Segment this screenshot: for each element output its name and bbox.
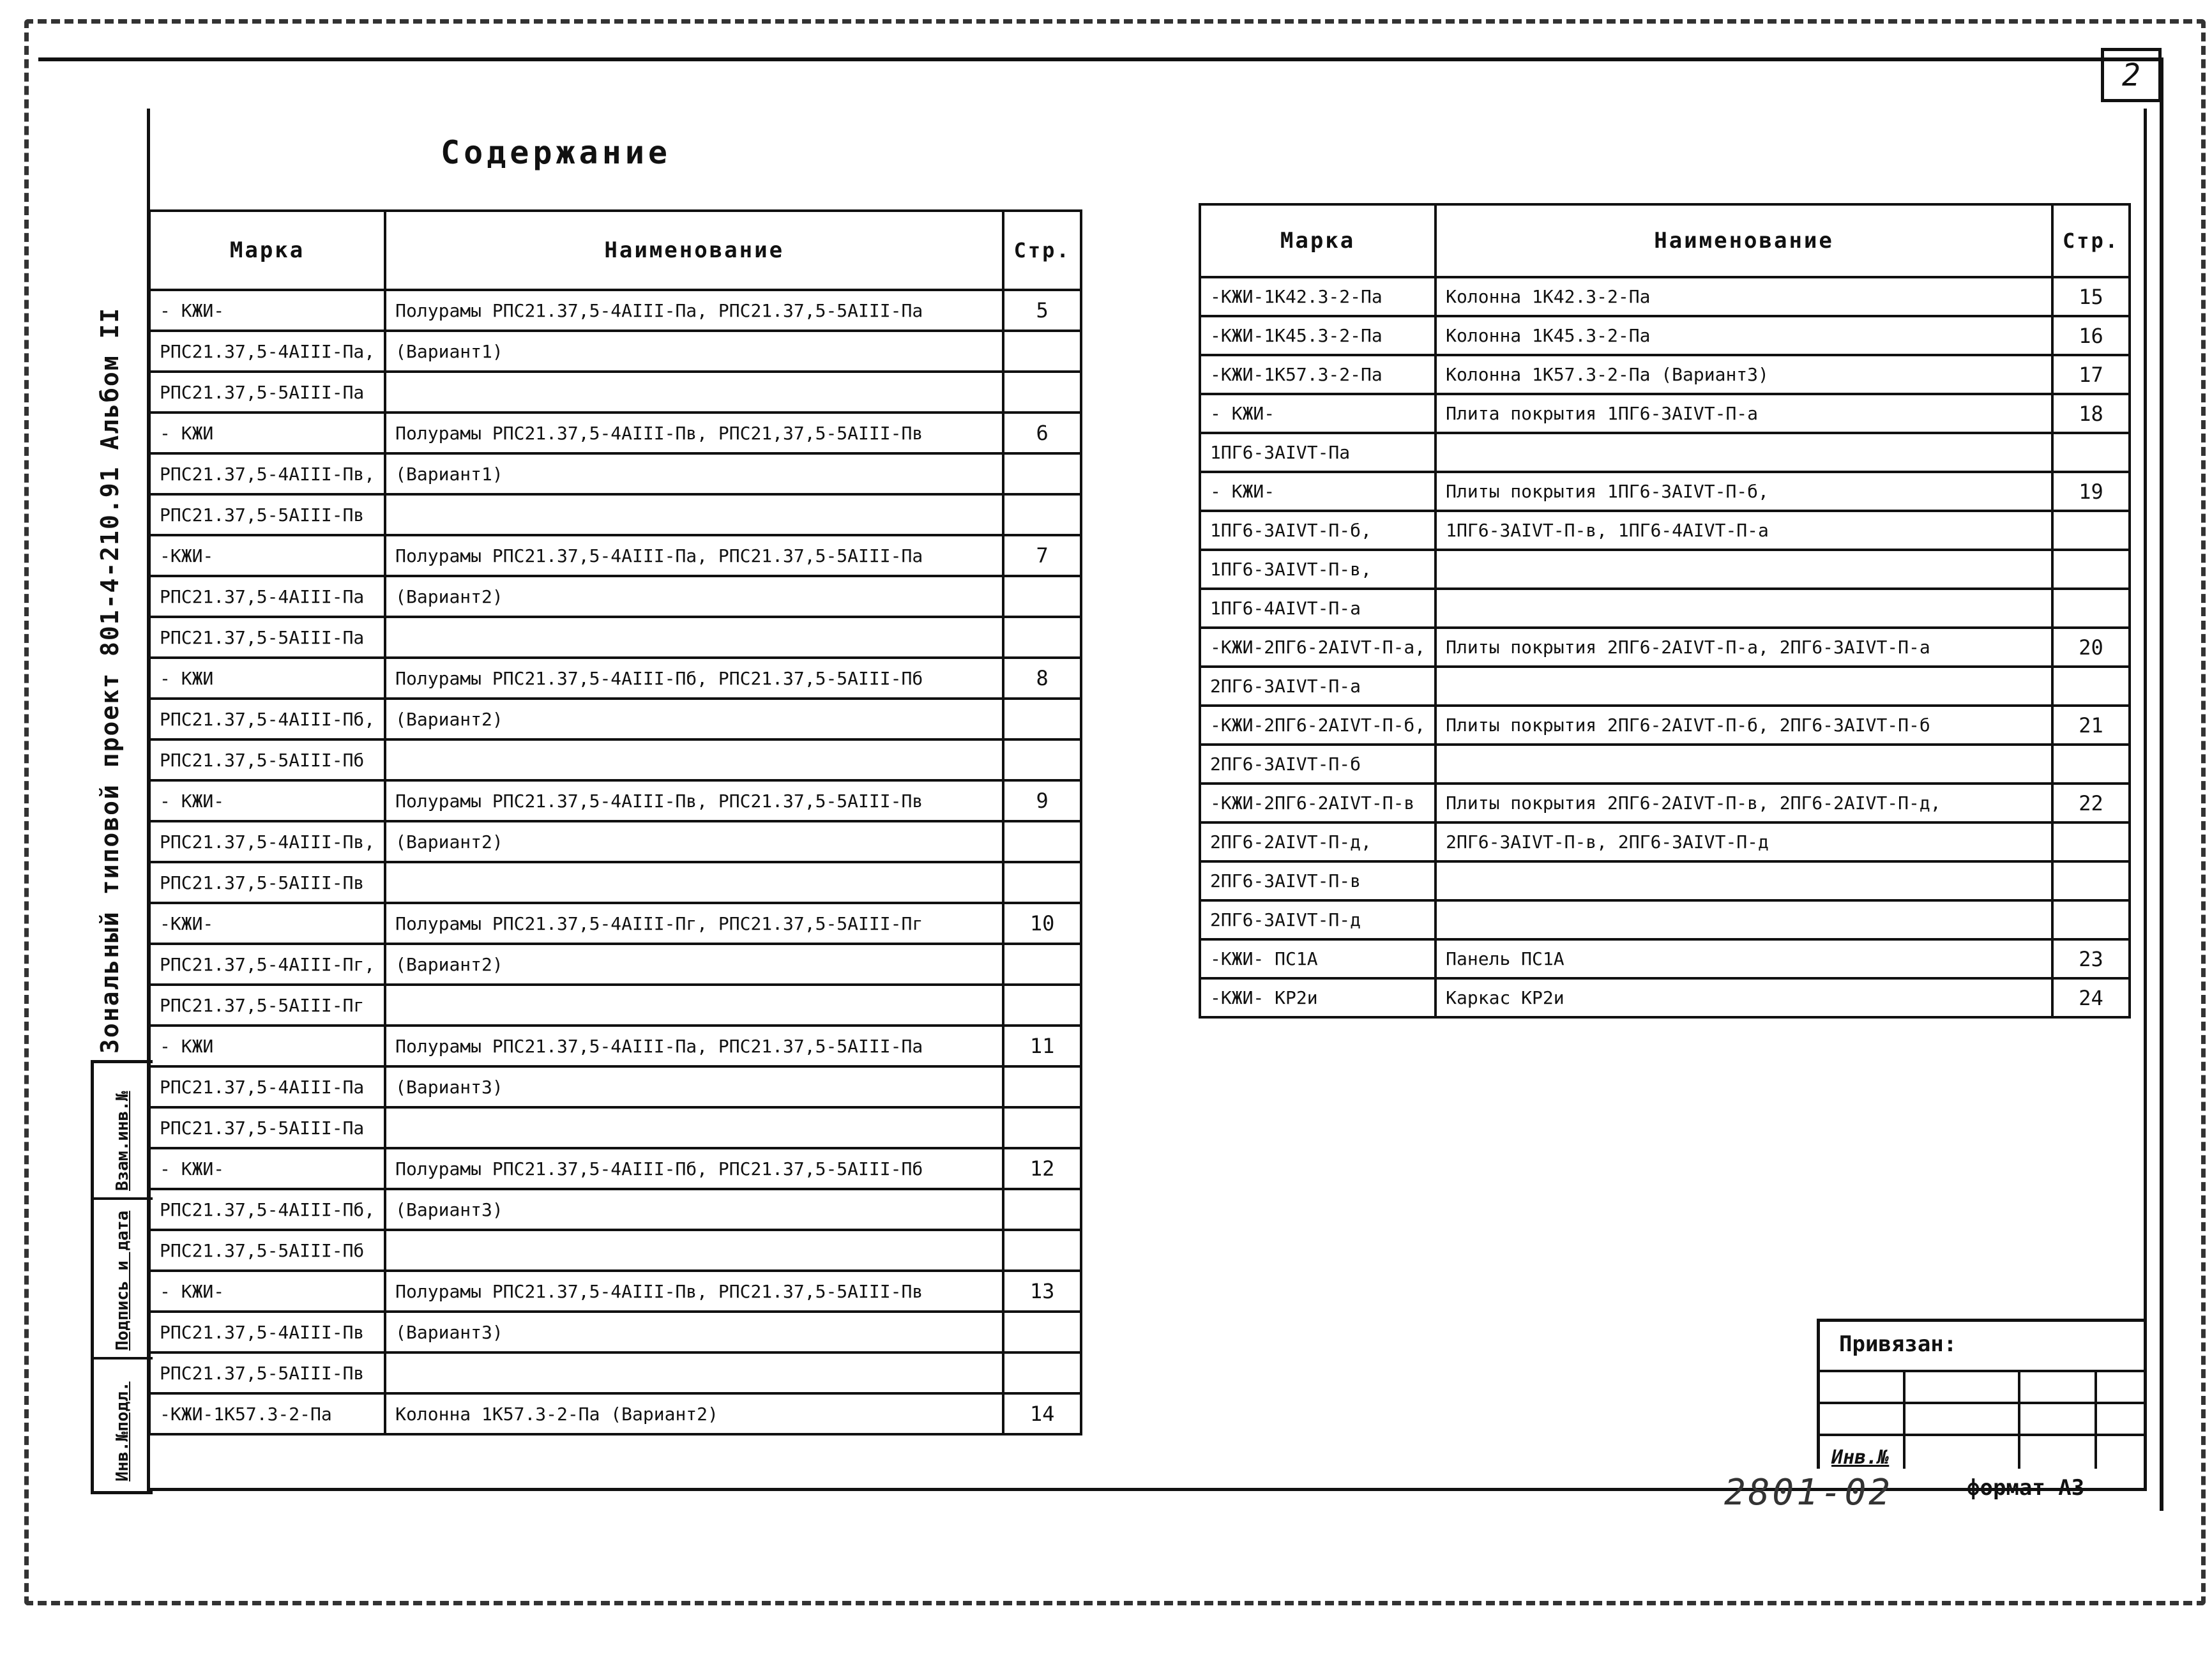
table-row (149, 413, 1081, 453)
cell-mark: - КЖИ (149, 658, 385, 699)
cell-name: Колонна 1К45.3-2-Па (1436, 316, 2052, 355)
cell-page (1003, 699, 1081, 739)
stamp-cell-replaced (94, 1063, 153, 1200)
cell-name: Плиты покрытия 2ПГ6-2АIVТ-П-в, 2ПГ6-2АIVТ-П-д, (1436, 784, 2052, 822)
table-row (149, 985, 1081, 1026)
cell-mark: РПС21.37,5-4АIII-Пв, (149, 821, 385, 862)
cell-name (1436, 745, 2052, 784)
cell-name (1436, 667, 2052, 706)
cell-page: 21 (2052, 706, 2130, 745)
cell-page (1003, 821, 1081, 862)
cell-page (1003, 1189, 1081, 1230)
grid-line (2095, 1370, 2097, 1469)
cell-page (2052, 433, 2130, 472)
header-mark: Марка (149, 211, 385, 290)
cell-name: Полурамы РПС21.37,5-4АIII-Пб, РПС21.37,5-5АIII-Пб (385, 658, 1003, 699)
cell-name: Каркас КР2и (1436, 978, 2052, 1017)
table-row (1200, 784, 2130, 822)
table-row (149, 780, 1081, 821)
cell-name (385, 1352, 1003, 1393)
table-row (1200, 394, 2130, 433)
table-row (149, 1026, 1081, 1066)
contents-table-right-body (1200, 277, 2130, 1017)
cell-name: (Вариант2) (385, 821, 1003, 862)
cell-page: 22 (2052, 784, 2130, 822)
cell-mark: -КЖИ- КР2и (1200, 978, 1436, 1017)
cell-mark: РПС21.37,5-5АIII-Па (149, 617, 385, 658)
cell-mark: РПС21.37,5-5АIII-Пг (149, 985, 385, 1026)
inventory-label: Инв.№ (1831, 1446, 1890, 1469)
cell-mark: РПС21.37,5-4АIII-Пв, (149, 453, 385, 494)
cell-mark: РПС21.37,5-5АIII-Пб (149, 739, 385, 780)
cell-name (1436, 900, 2052, 939)
table-row (149, 699, 1081, 739)
contents-table-right (1199, 203, 2131, 1019)
cell-name: Полурамы РПС21.37,5-4АIII-Па, РПС21.37,5-5АIII-Па (385, 290, 1003, 331)
cell-page (1003, 331, 1081, 372)
cell-mark: - КЖИ- (1200, 394, 1436, 433)
cell-mark: 1ПГ6-4АIVТ-П-а (1200, 589, 1436, 628)
table-row (1200, 745, 2130, 784)
cell-name: Полурамы РПС21.37,5-4АIII-Пб, РПС21.37,5-5АIII-Пб (385, 1148, 1003, 1189)
table-row (149, 1148, 1081, 1189)
table-row (149, 576, 1081, 617)
cell-page (2052, 861, 2130, 900)
cell-mark: РПС21.37,5-4АIII-Пб, (149, 699, 385, 739)
cell-page (2052, 900, 2130, 939)
cell-mark: РПС21.37,5-4АIII-Па, (149, 331, 385, 372)
cell-page: 17 (2052, 355, 2130, 394)
stamp-cell-inventory (94, 1357, 153, 1488)
cell-mark: РПС21.37,5-5АIII-Пв (149, 494, 385, 535)
cell-page (2052, 667, 2130, 706)
cell-mark: - КЖИ- (1200, 472, 1436, 511)
cell-name (385, 494, 1003, 535)
cell-mark: 2ПГ6-2АIVТ-П-д, (1200, 822, 1436, 861)
header-page: Стр. (2052, 204, 2130, 277)
cell-name: (Вариант2) (385, 699, 1003, 739)
cell-name: Полурамы РПС21.37,5-4АIII-Пг, РПС21.37,5-5АIII-Пг (385, 903, 1003, 944)
contents-table-left (148, 209, 1082, 1436)
cell-page (2052, 822, 2130, 861)
table-row (1200, 550, 2130, 589)
cell-page (1003, 494, 1081, 535)
table-row (149, 1312, 1081, 1352)
cell-page (1003, 739, 1081, 780)
cell-mark: -КЖИ-1К57.3-2-Па (149, 1393, 385, 1434)
table-row (1200, 706, 2130, 745)
cell-mark: - КЖИ- (149, 780, 385, 821)
table-row (149, 535, 1081, 576)
cell-page: 10 (1003, 903, 1081, 944)
table-row (1200, 472, 2130, 511)
cell-mark: РПС21.37,5-5АIII-Пв (149, 862, 385, 903)
cell-page (2052, 589, 2130, 628)
cell-page (1003, 576, 1081, 617)
cell-mark: -КЖИ- ПС1А (1200, 939, 1436, 978)
cell-page: 19 (2052, 472, 2130, 511)
cell-name: Полурамы РПС21.37,5-4АIII-Па, РПС21.37,5-5АIII-Па (385, 1026, 1003, 1066)
cell-page: 7 (1003, 535, 1081, 576)
cell-mark: РПС21.37,5-5АIII-Па (149, 372, 385, 413)
cell-page: 8 (1003, 658, 1081, 699)
stamp-label-replaced: Взам.инв.№ (113, 1091, 132, 1191)
cell-name: 2ПГ6-3АIVТ-П-в, 2ПГ6-3АIVТ-П-д (1436, 822, 2052, 861)
table-row (149, 944, 1081, 985)
cell-name: (Вариант1) (385, 331, 1003, 372)
table-row (149, 1066, 1081, 1107)
header-mark: Марка (1200, 204, 1436, 277)
cell-page: 24 (2052, 978, 2130, 1017)
page-number: 2 (2101, 48, 2162, 102)
cell-page (2052, 550, 2130, 589)
cell-mark: РПС21.37,5-4АIII-Пб, (149, 1189, 385, 1230)
table-row (149, 739, 1081, 780)
cell-mark: -КЖИ- (149, 535, 385, 576)
header-name: Наименование (1436, 204, 2052, 277)
table-row (149, 290, 1081, 331)
cell-page (1003, 1312, 1081, 1352)
side-caption: Зональный типовой проект 801-4-210.91 Альбом II (96, 307, 124, 1054)
table-row (149, 331, 1081, 372)
cell-page (1003, 1230, 1081, 1271)
cell-page: 12 (1003, 1148, 1081, 1189)
cell-name (385, 862, 1003, 903)
stamp-label-signature: Подпись и дата (113, 1210, 132, 1351)
cell-mark: РПС21.37,5-4АIII-Пг, (149, 944, 385, 985)
cell-mark: -КЖИ-1К42.3-2-Па (1200, 277, 1436, 316)
cell-page: 18 (2052, 394, 2130, 433)
table-header-row (149, 211, 1081, 290)
table-row (149, 862, 1081, 903)
table-row (149, 1189, 1081, 1230)
cell-mark: РПС21.37,5-4АIII-Пв (149, 1312, 385, 1352)
table-row (149, 1230, 1081, 1271)
table-row (149, 821, 1081, 862)
cell-name (1436, 550, 2052, 589)
cell-mark: 2ПГ6-3АIVТ-П-б (1200, 745, 1436, 784)
cell-name: Плита покрытия 1ПГ6-3АIVТ-П-а (1436, 394, 2052, 433)
cell-mark: 2ПГ6-3АIVТ-П-в (1200, 861, 1436, 900)
cell-page (1003, 372, 1081, 413)
cell-mark: РПС21.37,5-5АIII-Пб (149, 1230, 385, 1271)
page-title: Содержание (441, 134, 672, 171)
cell-page: 14 (1003, 1393, 1081, 1434)
cell-mark: РПС21.37,5-5АIII-Пв (149, 1352, 385, 1393)
document-number: 2801-02 (1724, 1472, 1893, 1513)
binding-title: Привязан: (1839, 1331, 1957, 1357)
table-row (1200, 628, 2130, 667)
cell-page: 5 (1003, 290, 1081, 331)
cell-page: 23 (2052, 939, 2130, 978)
cell-name: Полурамы РПС21.37,5-4АIII-Пв, РПС21.37,5-5АIII-Пв (385, 780, 1003, 821)
cell-mark: -КЖИ-1К57.3-2-Па (1200, 355, 1436, 394)
cell-page (1003, 617, 1081, 658)
cell-mark: РПС21.37,5-4АIII-Па (149, 576, 385, 617)
table-row (1200, 433, 2130, 472)
cell-name (385, 372, 1003, 413)
cell-page (1003, 1352, 1081, 1393)
cell-name: Плиты покрытия 1ПГ6-3АIVТ-П-б, (1436, 472, 2052, 511)
cell-name: (Вариант1) (385, 453, 1003, 494)
table-row (149, 453, 1081, 494)
cell-page (1003, 453, 1081, 494)
cell-name: (Вариант2) (385, 576, 1003, 617)
table-row (149, 372, 1081, 413)
table-row (149, 1271, 1081, 1312)
table-row (1200, 939, 2130, 978)
table-row (149, 1352, 1081, 1393)
cell-page: 11 (1003, 1026, 1081, 1066)
binding-stamp (1817, 1319, 2146, 1469)
stamp-cell-signature (94, 1197, 153, 1360)
cell-mark: 2ПГ6-3АIVТ-П-а (1200, 667, 1436, 706)
table-row (1200, 978, 2130, 1017)
cell-name (1436, 433, 2052, 472)
cell-name: Плиты покрытия 2ПГ6-2АIVТ-П-а, 2ПГ6-3АIVТ-П-а (1436, 628, 2052, 667)
format-label: формат А3 (1967, 1475, 2085, 1501)
table-row (149, 903, 1081, 944)
binding-grid (1820, 1370, 2146, 1469)
cell-name: (Вариант3) (385, 1066, 1003, 1107)
cell-page (1003, 1107, 1081, 1148)
table-row (1200, 277, 2130, 316)
cell-name: Плиты покрытия 2ПГ6-2АIVТ-П-б, 2ПГ6-3АIVТ-П-б (1436, 706, 2052, 745)
header-name: Наименование (385, 211, 1003, 290)
cell-page: 13 (1003, 1271, 1081, 1312)
table-row (1200, 861, 2130, 900)
cell-page (1003, 944, 1081, 985)
stamp-column (91, 1060, 153, 1494)
cell-mark: 1ПГ6-3АIVТ-Па (1200, 433, 1436, 472)
table-row (149, 1393, 1081, 1434)
cell-name (385, 1230, 1003, 1271)
cell-mark: - КЖИ- (149, 1148, 385, 1189)
cell-name: Колонна 1К42.3-2-Па (1436, 277, 2052, 316)
cell-mark: -КЖИ-2ПГ6-2АIVТ-П-б, (1200, 706, 1436, 745)
table-row (1200, 355, 2130, 394)
table-row (1200, 589, 2130, 628)
cell-mark: РПС21.37,5-4АIII-Па (149, 1066, 385, 1107)
cell-name: Панель ПС1А (1436, 939, 2052, 978)
table-row (149, 494, 1081, 535)
grid-line (1903, 1370, 1905, 1469)
cell-name: Полурамы РПС21.37,5-4АIII-Па, РПС21.37,5-5АIII-Па (385, 535, 1003, 576)
cell-page: 16 (2052, 316, 2130, 355)
table-row (1200, 900, 2130, 939)
cell-name (385, 617, 1003, 658)
header-page: Стр. (1003, 211, 1081, 290)
table-header-row (1200, 204, 2130, 277)
cell-page: 9 (1003, 780, 1081, 821)
grid-line (2018, 1370, 2020, 1469)
table-row (1200, 316, 2130, 355)
table-row (149, 617, 1081, 658)
cell-page: 15 (2052, 277, 2130, 316)
cell-mark: - КЖИ- (149, 290, 385, 331)
cell-mark: - КЖИ- (149, 1271, 385, 1312)
cell-name: Полурамы РПС21.37,5-4АIII-Пв, РПС21.37,5-5АIII-Пв (385, 1271, 1003, 1312)
cell-name: 1ПГ6-3АIVТ-П-в, 1ПГ6-4АIVТ-П-а (1436, 511, 2052, 550)
cell-mark: -КЖИ-2ПГ6-2АIVТ-П-а, (1200, 628, 1436, 667)
cell-mark: РПС21.37,5-5АIII-Па (149, 1107, 385, 1148)
table-row (149, 658, 1081, 699)
cell-name (1436, 589, 2052, 628)
cell-mark: -КЖИ-2ПГ6-2АIVТ-П-в (1200, 784, 1436, 822)
cell-mark: 1ПГ6-3АIVТ-П-б, (1200, 511, 1436, 550)
cell-mark: 2ПГ6-3АIVТ-П-д (1200, 900, 1436, 939)
cell-page (1003, 1066, 1081, 1107)
cell-mark: 1ПГ6-3АIVТ-П-в, (1200, 550, 1436, 589)
stamp-label-inventory: Инв.№подл. (113, 1381, 132, 1481)
table-row (149, 1107, 1081, 1148)
cell-name (385, 985, 1003, 1026)
cell-page: 6 (1003, 413, 1081, 453)
cell-name: Полурамы РПС21.37,5-4АIII-Пв, РПС21,37,5-5АIII-Пв (385, 413, 1003, 453)
cell-mark: - КЖИ (149, 413, 385, 453)
cell-name: (Вариант3) (385, 1312, 1003, 1352)
cell-name (385, 1107, 1003, 1148)
table-row (1200, 511, 2130, 550)
cell-name: (Вариант3) (385, 1189, 1003, 1230)
cell-page (1003, 862, 1081, 903)
cell-name: Колонна 1К57.3-2-Па (Вариант3) (1436, 355, 2052, 394)
cell-page (2052, 745, 2130, 784)
table-row (1200, 667, 2130, 706)
table-row (1200, 822, 2130, 861)
cell-page (2052, 511, 2130, 550)
cell-name: (Вариант2) (385, 944, 1003, 985)
cell-mark: -КЖИ- (149, 903, 385, 944)
cell-mark: -КЖИ-1К45.3-2-Па (1200, 316, 1436, 355)
cell-name (385, 739, 1003, 780)
cell-name: Колонна 1К57.3-2-Па (Вариант2) (385, 1393, 1003, 1434)
cell-page (1003, 985, 1081, 1026)
cell-mark: - КЖИ (149, 1026, 385, 1066)
contents-table-left-body (149, 290, 1081, 1434)
cell-page: 20 (2052, 628, 2130, 667)
cell-name (1436, 861, 2052, 900)
